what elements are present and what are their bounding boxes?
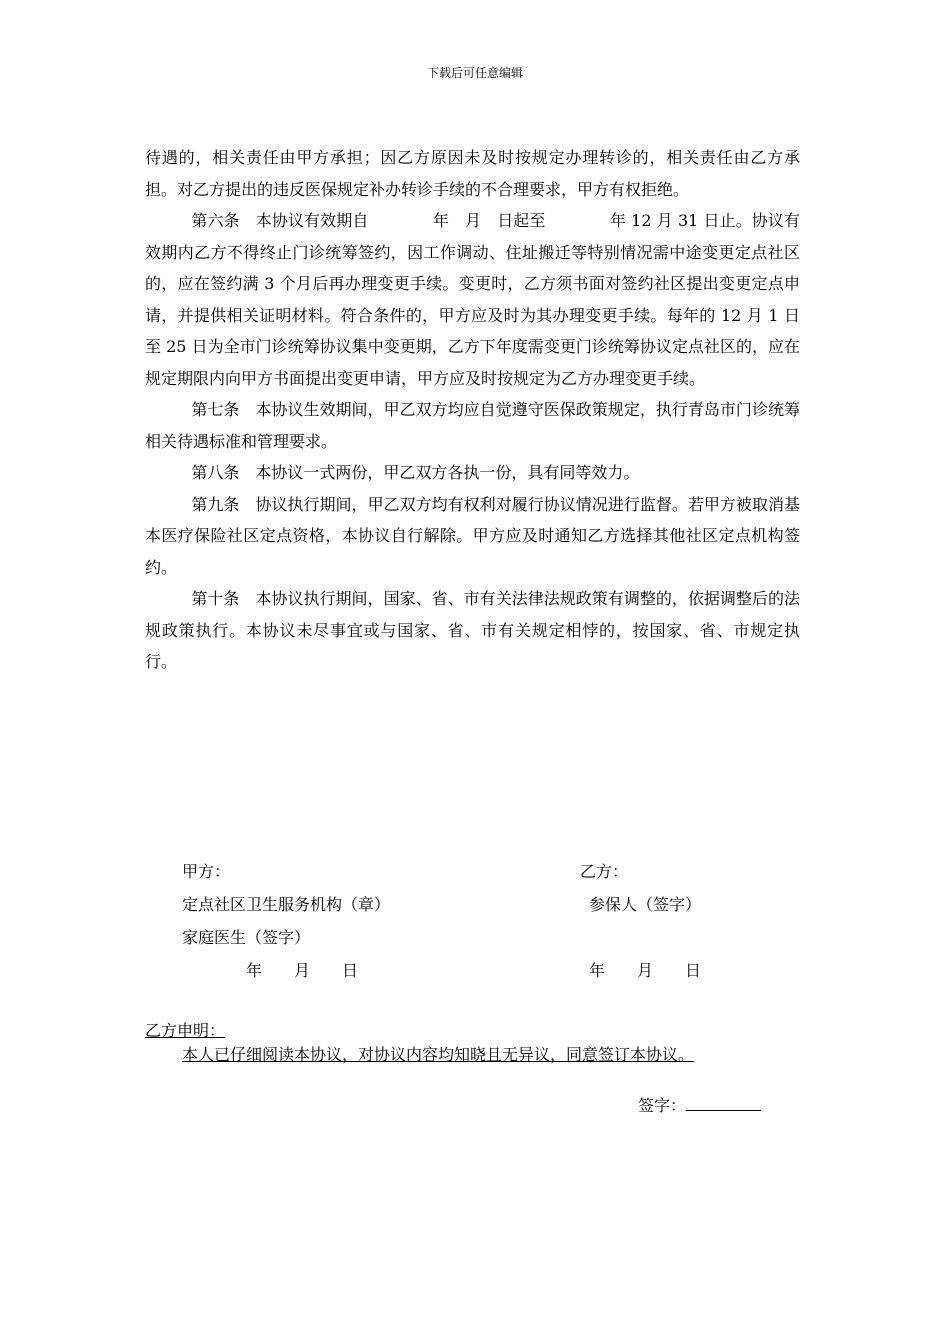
party-b-label: 乙方： (580, 862, 629, 881)
party-a-doctor: 家庭医生（签字） (182, 928, 311, 947)
paragraph-continuation: 待遇的，相关责任由甲方承担；因乙方原因未及时按规定办理转诊的，相关责任由乙方承担。对乙方提出的违反医保规定补办转诊手续的不合理要求，甲方有权拒绝。 (145, 148, 800, 199)
article-7: 第七条 本协议生效期间，甲乙双方均应自觉遵守医保政策规定，执行青岛市门诊统筹相关待遇标准和管理要求。 (145, 400, 800, 451)
party-b-person: 参保人（签字） (589, 895, 702, 914)
article-9: 第九条 协议执行期间，甲乙双方均有权利对履行协议情况进行监督。若甲方被取消基本医疗保险社区定点资格，本协议自行解除。甲方应及时通知乙方选择其他社区定点机构签约。 (145, 494, 800, 577)
article-8: 第八条 本协议一式两份，甲乙双方各执一份，具有同等效力。 (191, 463, 640, 482)
article-10: 第十条 本协议执行期间，国家、省、市有关法律法规政策有调整的，依据调整后的法规政策执行。本协议未尽事宜或与国家、省、市有关规定相悖的，按国家、省、市规定执行。 (145, 589, 800, 671)
sign-label: 签字： (638, 1096, 687, 1115)
page-header: 下载后可任意编辑 (426, 66, 523, 80)
party-b-date: 年 月 日 (589, 961, 702, 980)
party-a-org: 定点社区卫生服务机构（章） (182, 895, 391, 914)
agreement-body (145, 142, 800, 678)
party-a-date: 年 月 日 (246, 961, 359, 980)
party-a-label: 甲方： (182, 862, 231, 881)
signature-field (638, 1095, 761, 1117)
declaration-text: 本人已仔细阅读本协议，对协议内容均知晓且无异议，同意签订本协议。 (182, 1045, 695, 1064)
article-6: 第六条 本协议有效期自 年 月 日起至 年 12 月 31 日止。协议有效期内乙方不得终止门诊统筹签约，因工作调动、住址搬迁等特别情况需中途变更定点社区的，应在签约满 3 个月后再办理变更手续。变更时，乙方须书面对签约社区提出变更定点申请，并提供相关证明材料。符合条件的，甲方应及时为其办理变更手续。每年的 12 月 1 日至 25 日为全市门诊统筹协议集中变更期，乙方下年度需变更门诊统筹协议定点社区的，应在规定期限内向甲方书面提出变更申请，甲方应及时按规定为乙方办理变更手续。 (145, 211, 800, 388)
declaration-title: 乙方申明： (145, 1021, 226, 1040)
sign-line[interactable] (686, 1095, 761, 1111)
